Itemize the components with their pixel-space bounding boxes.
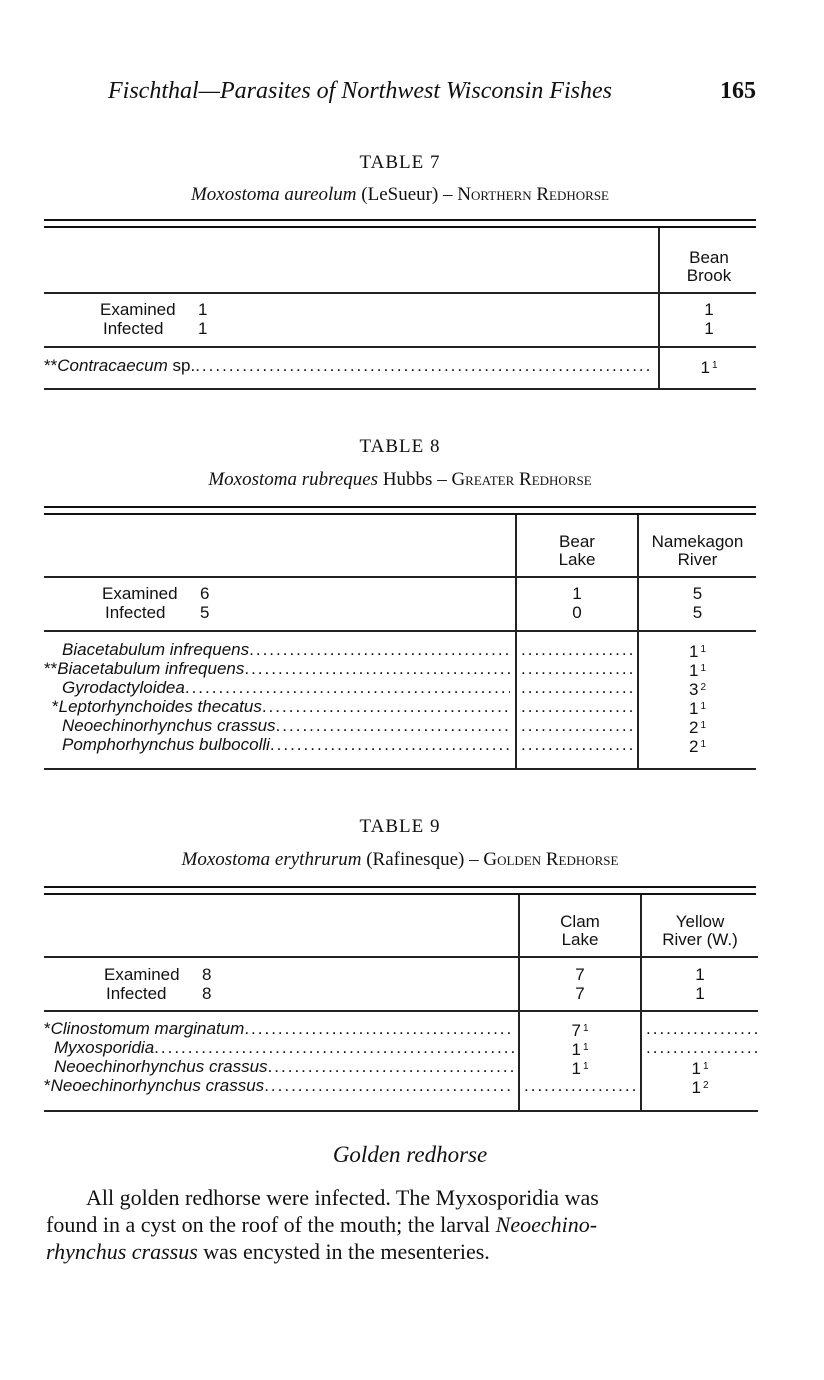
row-value: 7 $^1$ (571, 1021, 589, 1040)
paragraph-line-2: found in a cyst on the roof of the mouth; the larval Neoechino- (46, 1212, 598, 1237)
table-8-examined-col-2: 5 (692, 584, 703, 603)
table-9-examined-col-1: 7 (575, 965, 585, 984)
row-label: Biacetabulum infrequens ..... (44, 640, 510, 659)
row-leader (521, 697, 633, 716)
table-7-species: Moxostoma aureolum (190, 184, 357, 205)
table-8-examined-col-1: 1 (572, 584, 582, 603)
row-label: *Neoechinorhynchus crassus ..... (44, 1076, 514, 1095)
table-8-common-name: Greater Redhorse (451, 469, 592, 490)
table-9-author: (Rafinesque) – (366, 849, 479, 870)
page-number: 165 (720, 78, 756, 104)
table-8-examined-label: Examined (102, 584, 178, 603)
row-label: **Biacetabulum infrequens ..... (44, 659, 510, 678)
table-7-subtitle (40, 184, 760, 206)
table-8-author: Hubbs – (382, 469, 447, 490)
row-value: 1 $^1$ (691, 1059, 709, 1078)
section-heading: Golden redhorse (332, 1142, 488, 1167)
table-8-header-rule (44, 576, 756, 578)
paragraph-line-3: rhynchus crassus was encysted in the mesenteries. (46, 1239, 490, 1264)
table-7-examined-value: 1 (704, 300, 714, 319)
row-label: Pomphorhynchus bulbocolli ..... (44, 735, 510, 754)
table-8-infected-col-1: 0 (572, 603, 582, 622)
table-9-subtitle (40, 849, 760, 871)
row-leader (521, 678, 633, 697)
table-9-col-2-line1: Yellow (675, 912, 725, 931)
row-label: Gyrodactyloidea ..... (44, 678, 510, 697)
table-8-top-rule (44, 506, 756, 515)
row-label: **Contracaecum sp. ..... (44, 356, 652, 375)
table-8-bottom-rule (44, 768, 756, 770)
body-paragraph (46, 1184, 758, 1265)
table-9-top-rule (44, 886, 756, 895)
table-9-col-2-line2: River (W.) (662, 930, 738, 949)
table-7-examined-total: 1 (198, 300, 208, 319)
table-9-infected-total: 8 (202, 984, 212, 1003)
table-7-mid-rule (44, 346, 756, 348)
table-8-col-1-line1: Bear (559, 532, 595, 551)
table-9-infected-col-1: 7 (575, 984, 585, 1003)
table-7-header-rule (44, 292, 756, 294)
row-leader (521, 659, 633, 678)
table-7-col-1-line2: Brook (686, 266, 732, 285)
table-9-mid-rule (44, 1010, 758, 1012)
table-8-mid-rule (44, 630, 756, 632)
table-7-col-rule (658, 228, 660, 388)
table-9-col-1-line2: Lake (561, 930, 599, 949)
table-8-col-1-line2: Lake (558, 550, 596, 569)
table-7-col-1-line1: Bean (689, 248, 729, 267)
table-7-infected-total: 1 (198, 319, 208, 338)
table-9-infected-col-2: 1 (695, 984, 705, 1003)
table-8-infected-col-2: 5 (692, 603, 703, 622)
row-value: 2 $^1$ (688, 737, 707, 756)
table-7-author: (LeSueur) – (361, 184, 453, 205)
table-7-bottom-rule (44, 388, 756, 390)
row-value: 1 $^1$ (688, 642, 707, 661)
table-7-examined-label: Examined (100, 300, 176, 319)
table-7-title: TABLE 7 (359, 152, 441, 173)
table-8-title: TABLE 8 (359, 436, 441, 457)
table-8-subtitle (40, 469, 760, 491)
table-7-common-name: Northern Redhorse (457, 184, 609, 205)
row-value: 1 $^1$ (571, 1040, 589, 1059)
row-leader (524, 1076, 636, 1095)
paragraph-line-1: All golden redhorse were infected. The Myxosporidia was (86, 1185, 599, 1210)
running-title: Fischthal—Parasites of Northwest Wisconsin Fishes (108, 78, 613, 104)
table-9-title: TABLE 9 (359, 816, 441, 837)
running-header (108, 78, 756, 105)
row-value: 1 $^1$ (571, 1059, 589, 1078)
row-value: 1 $^1$ (700, 358, 718, 377)
table-9-infected-label: Infected (106, 984, 167, 1003)
table-8-species: Moxostoma rubreques (208, 469, 379, 490)
row-leader (646, 1038, 758, 1057)
row-leader (646, 1019, 758, 1038)
table-8-examined-total: 6 (200, 584, 210, 603)
row-value: 2 $^1$ (688, 718, 707, 737)
row-leader (521, 640, 633, 659)
table-9-examined-col-2: 1 (695, 965, 705, 984)
table-8-infected-total: 5 (200, 603, 210, 622)
table-7-infected-label: Infected (103, 319, 164, 338)
table-9-examined-label: Examined (104, 965, 180, 984)
table-8-col-2-line2: River (677, 550, 718, 569)
row-leader (521, 735, 633, 754)
row-value: 3 $^2$ (688, 680, 707, 699)
table-7-top-rule (44, 219, 756, 228)
row-label: Neoechinorhynchus crassus ..... (44, 716, 510, 735)
row-value: 1 $^1$ (688, 661, 707, 680)
table-8-col-2-line1: Namekagon (651, 532, 744, 551)
table-7-infected-value: 1 (704, 319, 714, 338)
row-value: 1 $^1$ (688, 699, 707, 718)
row-label: Neoechinorhynchus crassus ..... (44, 1057, 514, 1076)
table-8-infected-label: Infected (105, 603, 166, 622)
row-label: *Leptorhynchoides thecatus ..... (44, 697, 510, 716)
row-leader (521, 716, 633, 735)
table-9-col-1-line1: Clam (560, 912, 600, 931)
table-9-bottom-rule (44, 1110, 758, 1112)
table-9-examined-total: 8 (202, 965, 212, 984)
table-9-common-name: Golden Redhorse (483, 849, 619, 870)
row-label: Myxosporidia ..... (44, 1038, 514, 1057)
row-label: *Clinostomum marginatum ..... (44, 1019, 514, 1038)
table-9-header-rule (44, 956, 758, 958)
table-9-species: Moxostoma erythrurum (181, 849, 362, 870)
row-value: 1 $^2$ (691, 1078, 709, 1097)
